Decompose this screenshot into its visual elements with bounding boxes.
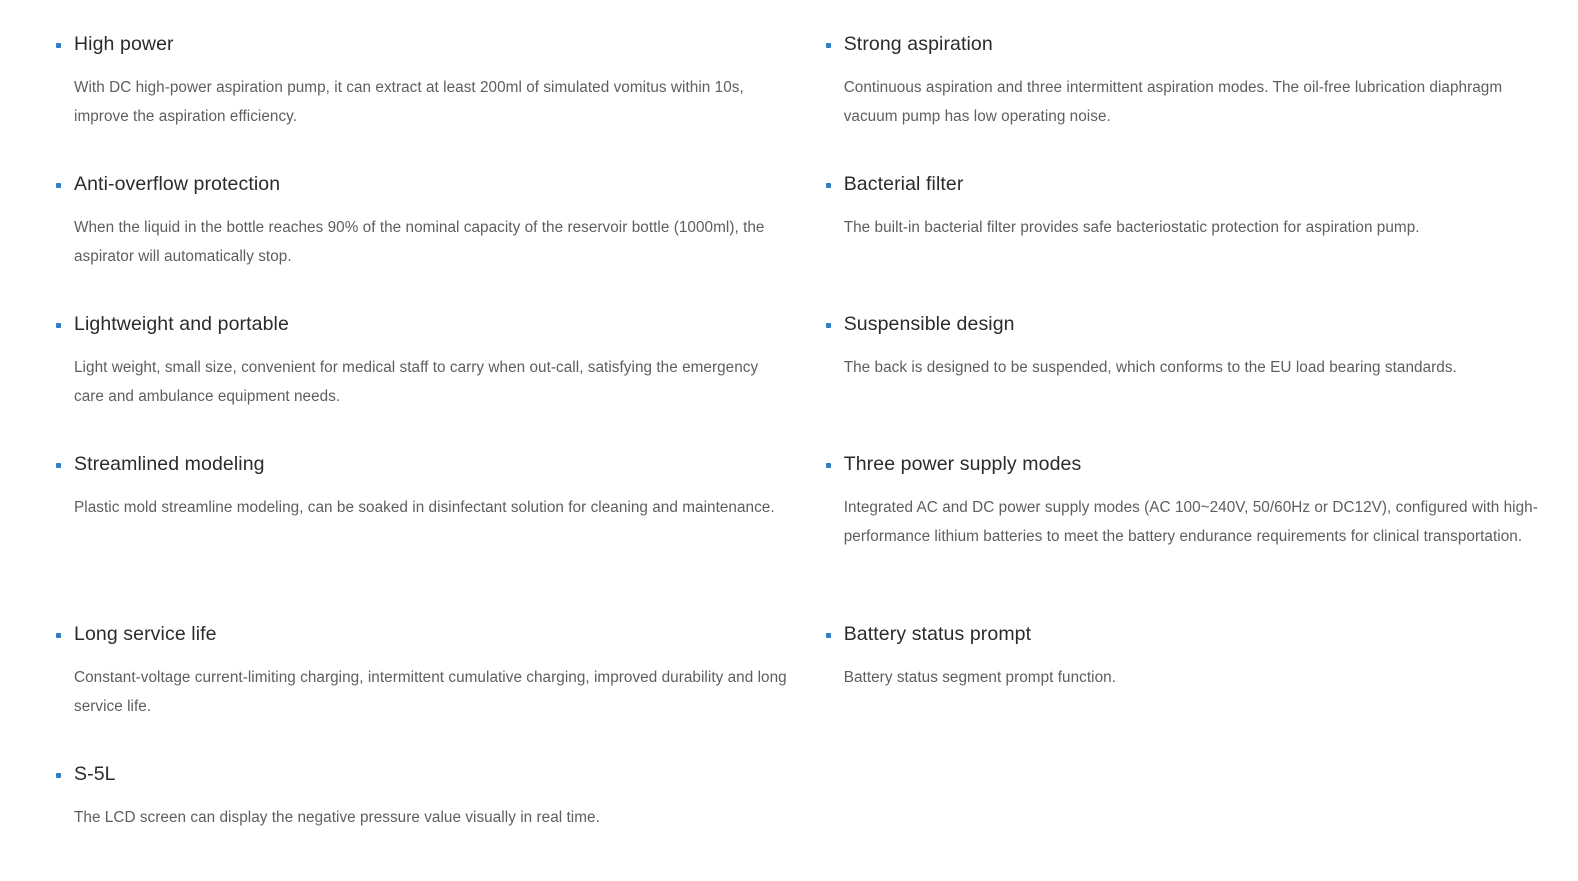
feature-title: Bacterial filter: [843, 173, 964, 195]
feature-description: Plastic mold streamline modeling, can be soaked in disinfectant solution for cleaning and maintenance.: [74, 499, 775, 516]
feature-description: Constant-voltage current-limiting charging, intermittent cumulative charging, improved durability and long service life.: [74, 669, 787, 715]
feature-block-long-service-life: [40, 620, 790, 760]
feature-description: Integrated AC and DC power supply modes (AC 100~240V, 50/60Hz or DC12V), configured with high-performance lithium batteries to meet the battery endurance requirements for clinical transportation.: [843, 499, 1538, 545]
feature-description: When the liquid in the bottle reaches 90% of the nominal capacity of the reservoir bottle (1000ml), the aspirator will automatically stop.: [74, 219, 765, 265]
bullet-dot-icon: [826, 43, 831, 48]
feature-description: The built-in bacterial filter provides safe bacteriostatic protection for aspiration pump.: [843, 219, 1420, 236]
feature-block-high-power: [40, 30, 790, 170]
feature-title: S-5L: [74, 763, 116, 785]
feature-description: The back is designed to be suspended, which conforms to the EU load bearing standards.: [843, 359, 1457, 376]
bullet-dot-icon: [56, 463, 61, 468]
feature-block-lightweight-and-portable: [40, 310, 790, 450]
feature-title: Anti-overflow protection: [74, 173, 281, 195]
bullet-dot-icon: [56, 323, 61, 328]
feature-title: Long service life: [74, 623, 217, 645]
feature-block-bacterial-filter: [810, 170, 1538, 310]
bullet-dot-icon: [826, 633, 831, 638]
feature-block-three-power-supply-modes: [810, 450, 1538, 620]
bullet-dot-icon: [826, 463, 831, 468]
bullet-dot-icon: [826, 183, 831, 188]
bullet-dot-icon: [56, 773, 61, 778]
feature-block-anti-overflow-protection: [40, 170, 790, 310]
feature-title: High power: [74, 33, 174, 55]
feature-title: Streamlined modeling: [74, 453, 265, 475]
feature-title: Strong aspiration: [843, 33, 993, 55]
feature-description: Continuous aspiration and three intermittent aspiration modes. The oil-free lubrication diaphragm vacuum pump has low operating noise.: [843, 79, 1503, 125]
bullet-dot-icon: [56, 183, 61, 188]
feature-block-battery-status-prompt: [810, 620, 1538, 692]
feature-description: The LCD screen can display the negative pressure value visually in real time.: [74, 809, 600, 826]
feature-column-left: [40, 30, 810, 832]
feature-title: Battery status prompt: [843, 623, 1032, 645]
feature-columns: [40, 30, 1538, 832]
feature-title: Suspensible design: [843, 313, 1015, 335]
bullet-dot-icon: [56, 633, 61, 638]
feature-description: Light weight, small size, convenient for medical staff to carry when out-call, satisfying the emergency care and ambulance equipment needs.: [74, 359, 759, 405]
feature-description: With DC high-power aspiration pump, it can extract at least 200ml of simulated vomitus within 10s, improve the aspiration efficiency.: [74, 79, 744, 125]
feature-block-s-5l: [40, 760, 790, 832]
feature-block-streamlined-modeling: [40, 450, 790, 620]
feature-block-suspensible-design: [810, 310, 1538, 450]
feature-column-right: [810, 30, 1538, 692]
feature-title: Three power supply modes: [843, 453, 1082, 475]
feature-block-strong-aspiration: [810, 30, 1538, 170]
bullet-dot-icon: [56, 43, 61, 48]
bullet-dot-icon: [826, 323, 831, 328]
feature-title: Lightweight and portable: [74, 313, 289, 335]
feature-description: Battery status segment prompt function.: [843, 669, 1117, 686]
